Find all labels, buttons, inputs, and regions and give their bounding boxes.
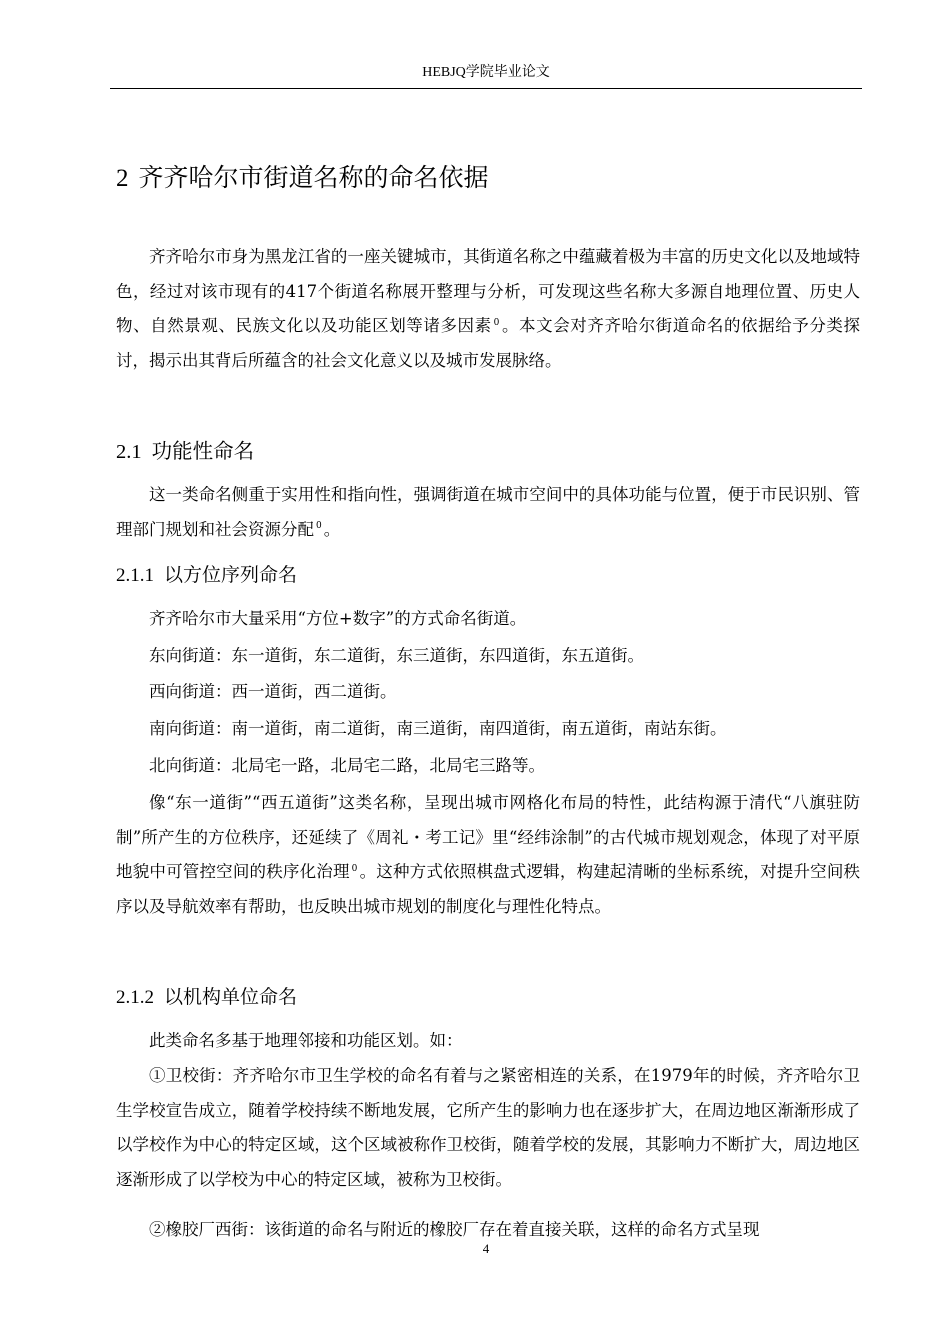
weixiao-street-paragraph: ①卫校街：齐齐哈尔市卫生学校的命名有着与之紧密相连的关系，在1979年的时候，齐齐哈尔卫生学校宣告成立，随着学校持续不断地发展，它所产生的影响力也在逐步扩大，在周边地区渐渐形成了以学校作为中心的特定区域，这个区域被称作卫校街，随着学校的发展，其影响力不断扩大，周边地区逐渐形成了以学校为中心的特定区域，被称为卫校街。 [116, 1066, 860, 1189]
list-line: 南向街道：南一道街，南二道街，南三道街，南四道街，南五道街，南站东街。 [149, 719, 727, 738]
section-2-intro-paragraph: 齐齐哈尔市身为黑龙江省的一座关键城市，其街道名称之中蕴藏着极为丰富的历史文化以及地域特色，经过对该市现有的417个街道名称展开整理与分析，可发现这些名称大多源自地理位置、历史人物、自然景观、民族文化以及功能区划等诸多因素 $^0$ 。本文会对齐齐哈尔街道命名的依据给予分类探讨，揭示出其背后所蕴含的社会文化意义以及城市发展脉络。 [116, 247, 861, 370]
section-number: 2 [116, 165, 129, 192]
citation-mark: 0 [493, 317, 500, 328]
running-header: HEBJQ学院毕业论文 [422, 65, 550, 80]
page-number: 4 [482, 1241, 490, 1256]
citation-mark: 0 [316, 521, 322, 531]
list-line: 西向街道：西一道街，西二道街。 [149, 682, 397, 701]
list-line: 东向街道：东一道街，东二道街，东三道街，东四道街，东五道街。 [149, 646, 644, 665]
section-number: 2.1 [116, 441, 142, 463]
section-title: 以方位序列命名 [164, 564, 298, 586]
citation-mark: 0 [351, 863, 358, 874]
list-line: 北向街道：北局宅一路，北局宅二路，北局宅三路等。 [149, 756, 545, 775]
section-2-1-1-paragraph: 像“东一道街”“西五道街”这类名称，呈现出城市网格化布局的特性，此结构源于清代“八旗驻防制”所产生的方位秩序，还延续了《周礼・考工记》里“经纬涂制”的古代城市规划观念，体现了对平原地貌中可管控空间的秩序化治理 $^0$ 。这种方式依照棋盘式逻辑，构建起清晰的坐标系统，对提升空间秩序以及导航效率有帮助，也反映出城市规划的制度化与理性化特点。 [116, 793, 861, 916]
section-2-heading [116, 160, 489, 197]
section-2-1-paragraph: 这一类命名侧重于实用性和指向性，强调街道在城市空间中的具体功能与位置，便于市民识别、管理部门规划和社会资源分配 $^0$ 。 [116, 485, 860, 539]
section-number: 2.1.1 [116, 565, 154, 586]
section-number: 2.1.2 [116, 987, 154, 1008]
list-line: 齐齐哈尔市大量采用“方位+数字”的方式命名街道。 [149, 609, 527, 628]
section-title: 功能性命名 [151, 439, 255, 463]
section-title: 以机构单位命名 [164, 986, 298, 1008]
rubber-factory-street-paragraph: ②橡胶厂西街：该街道的命名与附近的橡胶厂存在着直接关联，这样的命名方式呈现 [149, 1220, 760, 1239]
section-title: 齐齐哈尔市街道名称的命名依据 [138, 163, 489, 192]
section-2-1-heading [116, 436, 254, 467]
header-rule [110, 88, 862, 89]
section-2-1-1-heading [116, 561, 297, 590]
list-line: 此类命名多基于地理邻接和功能区划。如： [149, 1031, 463, 1050]
section-2-1-2-heading [116, 983, 297, 1012]
